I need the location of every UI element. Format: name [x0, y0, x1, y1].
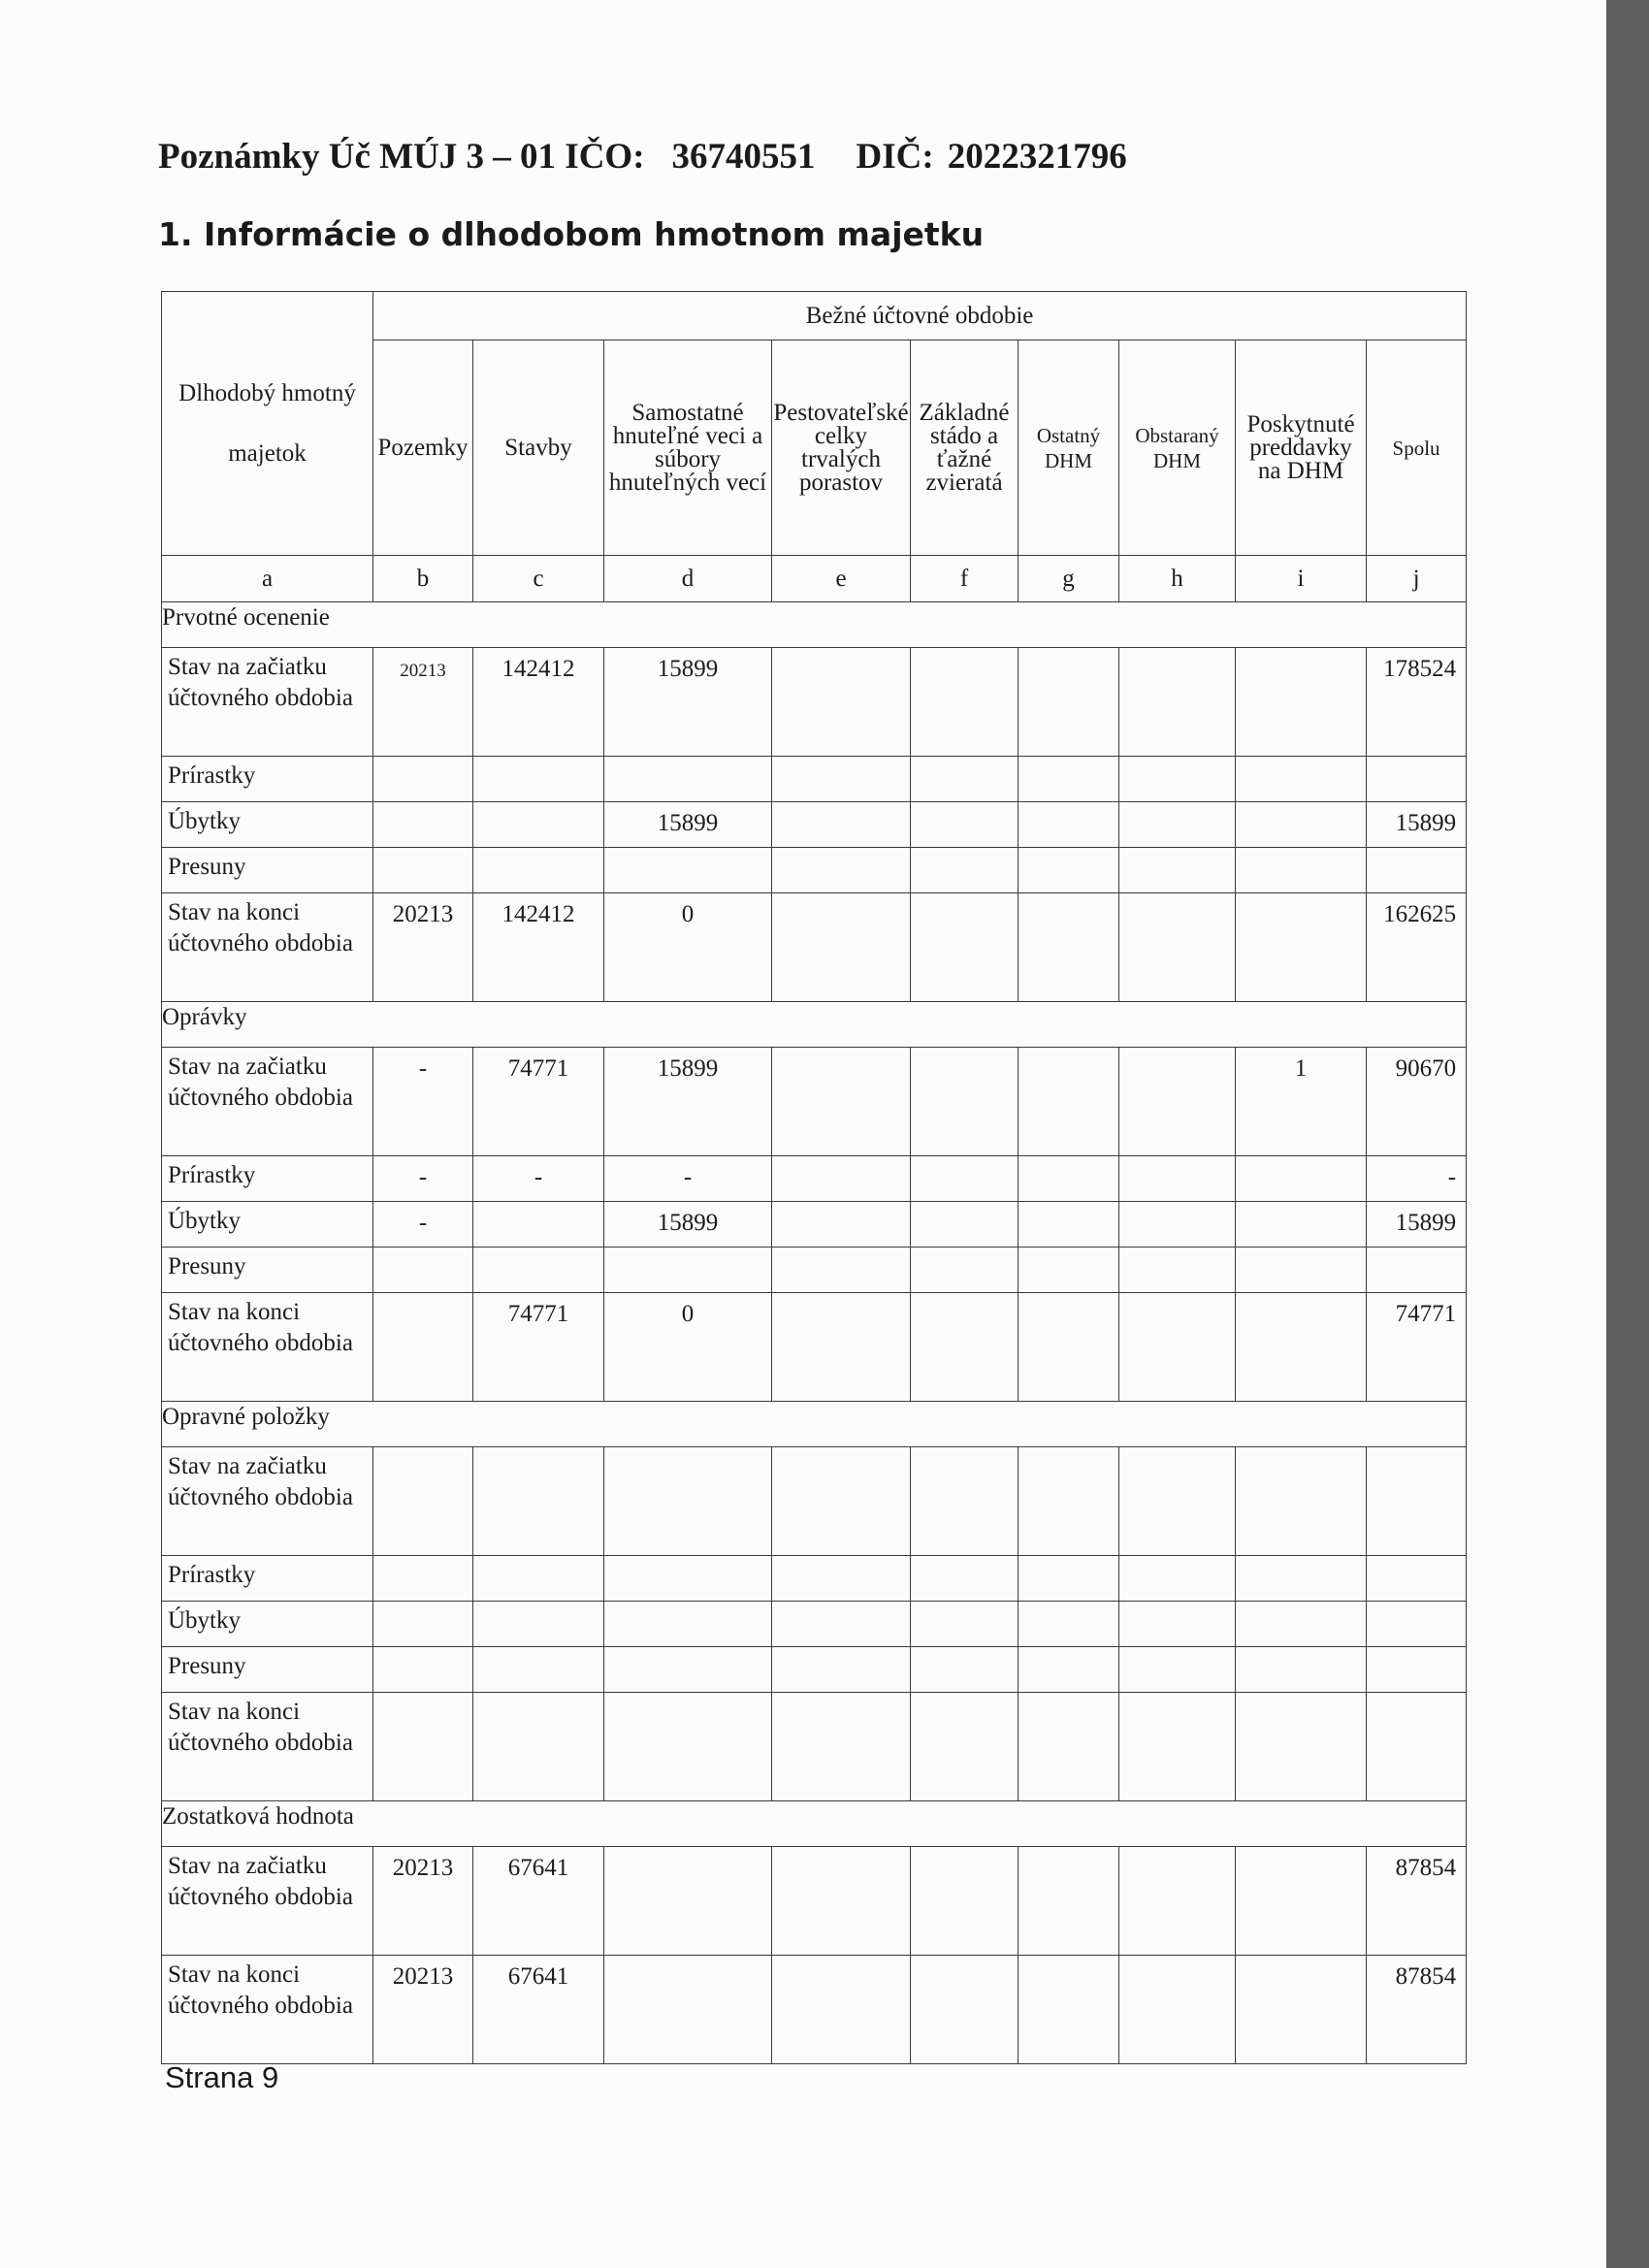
cell-d: 15899	[604, 1202, 772, 1247]
cell-i	[1236, 802, 1367, 848]
cell-d	[604, 1847, 772, 1956]
cell-d	[604, 1247, 772, 1293]
cell-g	[1018, 648, 1119, 757]
cell-h	[1119, 1693, 1236, 1801]
cell-f	[911, 802, 1018, 848]
cell-b: 20213	[373, 1847, 473, 1956]
cell-e	[772, 1447, 911, 1556]
cell-c: 67641	[473, 1956, 604, 2064]
cell-g	[1018, 848, 1119, 893]
cell-g	[1018, 1293, 1119, 1402]
cell-g	[1018, 1156, 1119, 1202]
cell-i	[1236, 1693, 1367, 1801]
table-row	[162, 1293, 1467, 1402]
cell-f	[911, 893, 1018, 1002]
letter-i: i	[1236, 556, 1367, 602]
cell-f	[911, 757, 1018, 802]
cell-j	[1367, 757, 1467, 802]
row-label: Stav na začiatku účtovného obdobia	[162, 648, 373, 757]
table-row	[162, 1202, 1467, 1247]
cell-b: 20213	[373, 1956, 473, 2064]
cell-b	[373, 1693, 473, 1801]
cell-e	[772, 1693, 911, 1801]
table-row	[162, 1247, 1467, 1293]
cell-i	[1236, 1202, 1367, 1247]
cell-g	[1018, 1202, 1119, 1247]
cell-c	[473, 1602, 604, 1647]
cell-j	[1367, 1247, 1467, 1293]
cell-i	[1236, 1247, 1367, 1293]
cell-h	[1119, 1202, 1236, 1247]
letter-c: c	[473, 556, 604, 602]
cell-g	[1018, 1693, 1119, 1801]
table-row	[162, 1956, 1467, 2064]
section-title-prvotne: Prvotné ocenenie	[162, 602, 1467, 648]
cell-e	[772, 1048, 911, 1156]
cell-i	[1236, 1847, 1367, 1956]
cell-f	[911, 1247, 1018, 1293]
cell-c	[473, 848, 604, 893]
cell-h	[1119, 757, 1236, 802]
row-label: Stav na začiatku účtovného obdobia	[162, 1048, 373, 1156]
cell-e	[772, 1556, 911, 1602]
cell-g	[1018, 1447, 1119, 1556]
table-row	[162, 1847, 1467, 1956]
cell-i	[1236, 1156, 1367, 1202]
cell-h	[1119, 848, 1236, 893]
cell-h	[1119, 893, 1236, 1002]
cell-b	[373, 1247, 473, 1293]
ico-label: IČO:	[565, 137, 645, 177]
cell-f	[911, 1556, 1018, 1602]
cell-f	[911, 1847, 1018, 1956]
cell-b	[373, 1447, 473, 1556]
asset-table	[161, 291, 1467, 2064]
section-row	[162, 1002, 1467, 1048]
cell-i	[1236, 848, 1367, 893]
cell-b	[373, 1647, 473, 1693]
cell-h	[1119, 1847, 1236, 1956]
cell-d	[604, 1602, 772, 1647]
cell-h	[1119, 1956, 1236, 2064]
cell-j: 178524	[1367, 648, 1467, 757]
cell-c: 67641	[473, 1847, 604, 1956]
cell-g	[1018, 1602, 1119, 1647]
row-label: Stav na začiatku účtovného obdobia	[162, 1447, 373, 1556]
col-header-b: Pozemky	[373, 340, 473, 556]
header-row-period	[162, 292, 1467, 340]
row-label: Stav na konci účtovného obdobia	[162, 1293, 373, 1402]
cell-g	[1018, 1247, 1119, 1293]
table-row	[162, 848, 1467, 893]
cell-g	[1018, 1847, 1119, 1956]
table-row	[162, 1647, 1467, 1693]
cell-c	[473, 757, 604, 802]
section-title-opravky: Oprávky	[162, 1002, 1467, 1048]
table-row	[162, 893, 1467, 1002]
cell-b	[373, 802, 473, 848]
letter-e: e	[772, 556, 911, 602]
table-row	[162, 648, 1467, 757]
cell-b	[373, 848, 473, 893]
cell-j: -	[1367, 1156, 1467, 1202]
cell-f	[911, 1956, 1018, 2064]
cell-f	[911, 1156, 1018, 1202]
cell-f	[911, 1693, 1018, 1801]
row-label: Presuny	[162, 848, 373, 893]
cell-h	[1119, 1447, 1236, 1556]
cell-f	[911, 1048, 1018, 1156]
cell-h	[1119, 1156, 1236, 1202]
cell-j	[1367, 1447, 1467, 1556]
cell-e	[772, 1847, 911, 1956]
cell-c	[473, 802, 604, 848]
table-row	[162, 1693, 1467, 1801]
cell-e	[772, 1156, 911, 1202]
cell-f	[911, 1602, 1018, 1647]
cell-f	[911, 648, 1018, 757]
table-row	[162, 1556, 1467, 1602]
section-title-opravne: Opravné položky	[162, 1402, 1467, 1447]
cell-b	[373, 1602, 473, 1647]
section-title-zostatkova: Zostatková hodnota	[162, 1801, 1467, 1847]
cell-h	[1119, 1293, 1236, 1402]
cell-i	[1236, 1602, 1367, 1647]
period-header: Bežné účtovné obdobie	[373, 292, 1467, 340]
dic-value: 2022321796	[947, 137, 1127, 177]
scan-edge	[1606, 0, 1649, 2268]
cell-e	[772, 648, 911, 757]
cell-b: -	[373, 1048, 473, 1156]
row-header-line1: Dlhodobý hmotný	[178, 379, 356, 406]
cell-h	[1119, 648, 1236, 757]
letter-a: a	[162, 556, 373, 602]
cell-h	[1119, 1602, 1236, 1647]
cell-c: 74771	[473, 1048, 604, 1156]
cell-c	[473, 1647, 604, 1693]
cell-d	[604, 1956, 772, 2064]
section-row	[162, 602, 1467, 648]
row-label: Prírastky	[162, 1556, 373, 1602]
cell-e	[772, 1602, 911, 1647]
section-title: 1. Informácie o dlhodobom hmotnom majetku	[158, 215, 985, 253]
header-title: Poznámky Úč MÚJ 3 – 01	[158, 137, 557, 177]
cell-d: 15899	[604, 802, 772, 848]
cell-e	[772, 1202, 911, 1247]
cell-j: 90670	[1367, 1048, 1467, 1156]
cell-d	[604, 1693, 772, 1801]
cell-d: 15899	[604, 1048, 772, 1156]
cell-j	[1367, 1647, 1467, 1693]
row-label: Úbytky	[162, 802, 373, 848]
dic-label: DIČ:	[856, 137, 934, 177]
section-row	[162, 1402, 1467, 1447]
row-label: Stav na začiatku účtovného obdobia	[162, 1847, 373, 1956]
cell-j: 15899	[1367, 1202, 1467, 1247]
cell-e	[772, 1956, 911, 2064]
col-header-j: Spolu	[1367, 340, 1467, 556]
letter-g: g	[1018, 556, 1119, 602]
cell-i: 1	[1236, 1048, 1367, 1156]
col-header-h: Obstaraný DHM	[1119, 340, 1236, 556]
letter-h: h	[1119, 556, 1236, 602]
cell-c: 142412	[473, 893, 604, 1002]
cell-i	[1236, 1956, 1367, 2064]
cell-f	[911, 1447, 1018, 1556]
table-row	[162, 1447, 1467, 1556]
cell-d	[604, 1556, 772, 1602]
cell-b	[373, 1293, 473, 1402]
cell-h	[1119, 1647, 1236, 1693]
cell-d: 0	[604, 1293, 772, 1402]
cell-f	[911, 1202, 1018, 1247]
cell-i	[1236, 648, 1367, 757]
cell-b	[373, 1556, 473, 1602]
row-label: Prírastky	[162, 1156, 373, 1202]
cell-b: 20213	[373, 648, 473, 757]
cell-d	[604, 1447, 772, 1556]
row-label: Úbytky	[162, 1202, 373, 1247]
row-label: Presuny	[162, 1647, 373, 1693]
cell-e	[772, 1293, 911, 1402]
cell-c	[473, 1202, 604, 1247]
cell-c	[473, 1247, 604, 1293]
section-row	[162, 1801, 1467, 1847]
cell-i	[1236, 1647, 1367, 1693]
document-header	[158, 136, 1127, 178]
cell-g	[1018, 757, 1119, 802]
col-header-i: Poskytnuté preddavky na DHM	[1236, 340, 1367, 556]
cell-d	[604, 757, 772, 802]
cell-i	[1236, 1447, 1367, 1556]
cell-j: 74771	[1367, 1293, 1467, 1402]
col-header-f: Základné stádo a ťažné zvieratá	[911, 340, 1018, 556]
col-header-e: Pestovateľské celky trvalých porastov	[772, 340, 911, 556]
cell-b	[373, 757, 473, 802]
cell-h	[1119, 1048, 1236, 1156]
cell-g	[1018, 1956, 1119, 2064]
cell-j	[1367, 1602, 1467, 1647]
cell-b: -	[373, 1156, 473, 1202]
cell-d: 0	[604, 893, 772, 1002]
table-row	[162, 1156, 1467, 1202]
row-label: Presuny	[162, 1247, 373, 1293]
row-label: Stav na konci účtovného obdobia	[162, 893, 373, 1002]
cell-g	[1018, 893, 1119, 1002]
cell-i	[1236, 893, 1367, 1002]
cell-g	[1018, 1556, 1119, 1602]
cell-j	[1367, 848, 1467, 893]
col-header-d: Samostatné hnuteľné veci a súbory hnuteľných vecí	[604, 340, 772, 556]
cell-e	[772, 1647, 911, 1693]
cell-c: 74771	[473, 1293, 604, 1402]
row-label: Stav na konci účtovného obdobia	[162, 1956, 373, 2064]
cell-f	[911, 1647, 1018, 1693]
letter-d: d	[604, 556, 772, 602]
cell-g	[1018, 1647, 1119, 1693]
cell-e	[772, 893, 911, 1002]
cell-h	[1119, 1247, 1236, 1293]
cell-j: 87854	[1367, 1847, 1467, 1956]
cell-d	[604, 1647, 772, 1693]
cell-d: 15899	[604, 648, 772, 757]
row-header-line2: majetok	[228, 439, 307, 467]
cell-e	[772, 848, 911, 893]
cell-c	[473, 1447, 604, 1556]
col-header-c: Stavby	[473, 340, 604, 556]
cell-d	[604, 848, 772, 893]
page-number: Strana 9	[165, 2060, 279, 2094]
row-header-cell	[162, 292, 373, 556]
cell-j	[1367, 1693, 1467, 1801]
cell-i	[1236, 1556, 1367, 1602]
row-label: Úbytky	[162, 1602, 373, 1647]
cell-g	[1018, 802, 1119, 848]
table-row	[162, 1048, 1467, 1156]
cell-j: 162625	[1367, 893, 1467, 1002]
cell-c: -	[473, 1156, 604, 1202]
cell-h	[1119, 802, 1236, 848]
cell-j: 87854	[1367, 1956, 1467, 2064]
cell-b: 20213	[373, 893, 473, 1002]
table-row	[162, 802, 1467, 848]
letter-f: f	[911, 556, 1018, 602]
cell-c	[473, 1556, 604, 1602]
cell-c	[473, 1693, 604, 1801]
cell-e	[772, 757, 911, 802]
cell-g	[1018, 1048, 1119, 1156]
cell-e	[772, 1247, 911, 1293]
cell-h	[1119, 1556, 1236, 1602]
table-row	[162, 757, 1467, 802]
letter-j: j	[1367, 556, 1467, 602]
table-row	[162, 1602, 1467, 1647]
cell-f	[911, 1293, 1018, 1402]
cell-i	[1236, 757, 1367, 802]
cell-j	[1367, 1556, 1467, 1602]
row-label: Prírastky	[162, 757, 373, 802]
cell-j: 15899	[1367, 802, 1467, 848]
letter-b: b	[373, 556, 473, 602]
cell-e	[772, 802, 911, 848]
cell-i	[1236, 1293, 1367, 1402]
cell-d: -	[604, 1156, 772, 1202]
row-label: Stav na konci účtovného obdobia	[162, 1693, 373, 1801]
cell-c: 142412	[473, 648, 604, 757]
letter-row	[162, 556, 1467, 602]
cell-b: -	[373, 1202, 473, 1247]
col-header-g: Ostatný DHM	[1018, 340, 1119, 556]
cell-f	[911, 848, 1018, 893]
ico-value: 36740551	[671, 137, 816, 177]
